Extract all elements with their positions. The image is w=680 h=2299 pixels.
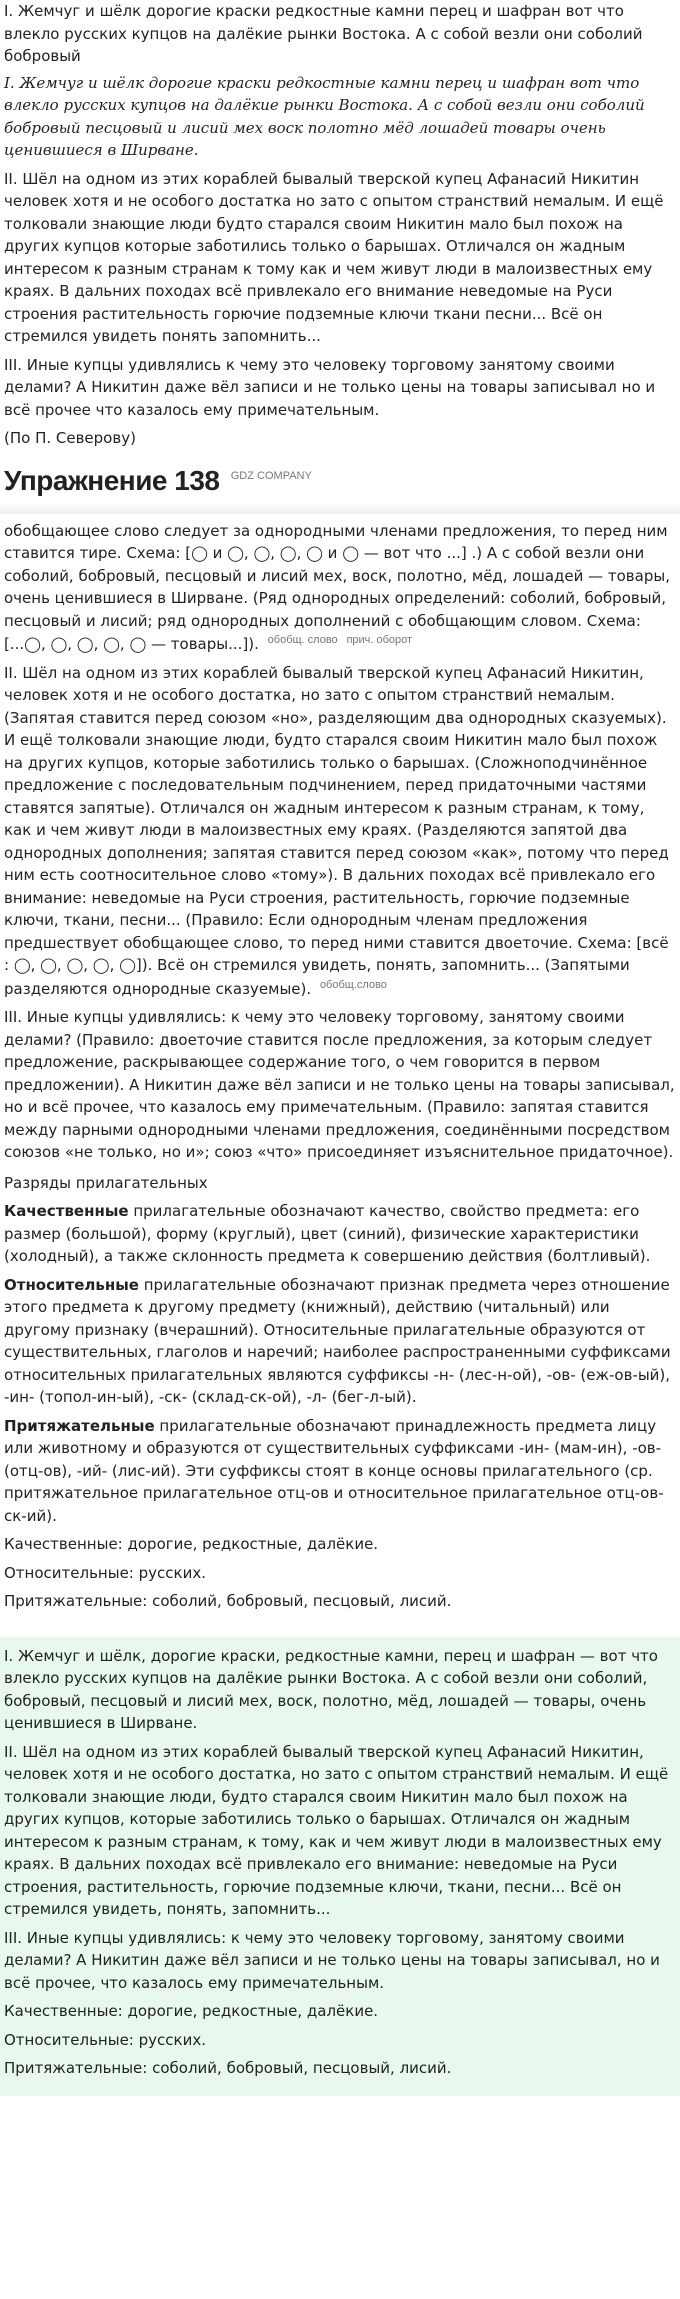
final-paragraph-3: III. Иные купцы удивлялись: к чему это человеку торговому, занятому своими делами? А Никитин даже вёл записи и не только цены на товары записывал, но и всё прочее, что казалось ему примечательным. — [4, 1928, 660, 1992]
answer-relative: Относительные: русских. — [4, 1563, 206, 1582]
theory-qualitative-term: Качественные — [4, 1202, 129, 1220]
analysis-paragraph-1 — [4, 520, 676, 656]
analysis-paragraph-2-text: II. Шёл на одном из этих кораблей бывалый тверской купец Афанасий Никитин, человек хотя и не особого достатка, но зато с опытом странствий немалым. (Запятая ставится перед союзом «но», разделяющим два однородных сказуемых). И ещё толковали знающие люди, будто старался своим Никитин мало был похож на других купцов, которые заботились только о барышах. (Сложноподчинённое предложение с последовательным подчинением, перед придаточными частями ставятся запятые). Отличался он жадным интересом к разным странам, к тому, как и чем живут люди в малоизвестных ему краях. (Разделяются запятой два однородных дополнения; запятая ставится перед союзом «как», потому что перед ним есть соотносительное слово «тому»). В дальних походах всё привлекало его внимание: неведомые на Руси строения, растительность, горючие подземные ключи, ткани, песни... (Правило: Если однородным членам предложения предшествует обобщающее слово, то перед ними ставится двоеточие. Схема: [всё : ◯, ◯, ◯, ◯, ◯]). Всё он стремился увидеть, понять, запомнить... (Запятыми разделяются однородные сказуемые). — [4, 663, 669, 998]
original-attribution: (По П. Северову) — [4, 429, 136, 447]
annotation-obob-2: обобщ.слово — [319, 978, 387, 991]
theory-possessive-text: прилагательные обозначают принадлежность предмета лицу или животному и образуются от существительных суффиксами -ин- (мам-ин), -ов- (отц-ов), -ий- (лис-ий). Эти суффиксы стоят в конце основы прилагательного (ср. притяжательное прилагательное отц-ов и относительное прилагательное отц-ов-ск-ий). — [4, 1416, 664, 1525]
watermark: GDZ COMPANY — [230, 470, 312, 483]
original-paragraph-1: I. Жемчуг и шёлк дорогие краски редкостные камни перец и шафран вот что влекло русских купцов на далёкие рынки Востока. А с собой везли они соболий бобровый песцовый и лисий мех воск полотно мёд лошадей товары очень ценившиеся в Ширване. — [4, 73, 645, 159]
original-text — [0, 0, 680, 450]
annotation-obob-1: обобщ. слово — [267, 634, 338, 646]
exercise-title — [4, 460, 676, 502]
exercise-title-text: Упражнение 138 — [4, 464, 220, 496]
analysis-section — [0, 518, 680, 1629]
theory-relative — [4, 1274, 676, 1409]
theory-qualitative — [4, 1200, 676, 1268]
analysis-paragraph-1-text: обобщающее слово следует за однородными членами предложения, то перед ним ставится тире. Схема: [◯ и ◯, ◯, ◯, ◯ и ◯ — вот что ...] .) А с собой везли они соболий, бобровый, песцовый и лисий мех, воск, полотно, мёд, лошадей — товары, очень ценившиеся в Ширване. (Ряд однородных определений: соболий, бобровый, песцовый и лисий; ряд однородных дополнений с обобщающим словом. Схема: [...◯, ◯, ◯, ◯, ◯ — товары...]). — [4, 521, 670, 653]
theory-qualitative-text: прилагательные обозначают качество, свойство предмета: его размер (большой), форму (круглый), цвет (синий), физические характеристики (холодный), а также склонность предмета к совершению действия (болтливый). — [4, 1202, 651, 1265]
answer-possessive: Притяжательные: соболий, бобровый, песцовый, лисий. — [4, 1592, 452, 1610]
final-paragraph-1: I. Жемчуг и шёлк, дорогие краски, редкостные камни, перец и шафран — вот что влекло русских купцов на далёкие рынки Востока. А с собой везли они соболий, бобровый, песцовый и лисий мех, воск, полотно, мёд, лошадей — товары, очень ценившиеся в Ширване. — [4, 1646, 658, 1732]
original-paragraph-3: III. Иные купцы удивлялись к чему это человеку торговому занятому своими делами? А Никитин даже вёл записи и не только цены на товары записывал но и всё прочее что казалось ему примечательным. — [4, 355, 656, 419]
final-answer-qualitative: Качественные: дорогие, редкостные, далёкие. — [4, 2002, 379, 2020]
theory-possessive-term: Притяжательные — [4, 1416, 155, 1435]
section-divider — [0, 504, 680, 514]
original-line-0: I. Жемчуг и шёлк дорогие краски редкостные камни перец и шафран вот что влекло русских купцов на далёкие рынки Востока. А с собой везли они соболий бобровый — [4, 2, 643, 65]
theory-possessive — [4, 1415, 676, 1528]
theory-relative-term: Относительные — [4, 1275, 139, 1294]
theory-relative-text: прилагательные обозначают признак предмета через отношение этого предмета к другому предмету (книжный), действию (читальный) или другому признаку (вчерашний). Относительные прилагательные образуются от существительных, глаголов и наречий; наиболее распространенными суффиксами относительных прилагательных являются суффиксы -н- (лес-н-ой), -ов- (еж-ов-ый), -ин- (топол-ин-ый), -ск- (склад-ск-ой), -л- (бег-л-ый). — [4, 1275, 671, 1406]
final-answer-possessive: Притяжательные: соболий, бобровый, песцовый, лисий. — [4, 2059, 452, 2077]
final-answer-relative: Относительные: русских. — [4, 2030, 206, 2049]
annotation-prich: прич. оборот — [346, 634, 413, 646]
original-paragraph-2: II. Шёл на одном из этих кораблей бывалый тверской купец Афанасий Никитин человек хотя и не особого достатка но зато с опытом странствий немалым. И ещё толковали знающие люди будто старался своим Никитин мало был похож на других купцов которые заботились только о барышах. Отличался он жадным интересом к разным странам к тому как и чем живут люди в малоизвестных ему краях. В дальних походах всё привлекало его внимание неведомые на Руси строения растительность горючие подземные ключи ткани песни... Всё он стремился увидеть понять запомнить... — [4, 169, 664, 345]
final-answer-block — [0, 1637, 680, 2096]
theory-title: Разряды прилагательных — [4, 1173, 208, 1192]
final-paragraph-2: II. Шёл на одном из этих кораблей бывалый тверской купец Афанасий Никитин, человек хотя и не особого достатка, но зато с опытом странствий немалым. И ещё толковали знающие люди, будто старался своим Никитин мало был похож на других купцов, которые заботились только о барышах. Отличался он жадным интересом к разным странам, к тому, как и чем живут люди в малоизвестных ему краях. В дальних походах всё привлекало его внимание: неведомые на Руси строения, растительность, горючие подземные ключи, ткани, песни... Всё он стремился увидеть, понять, запомнить... — [4, 1742, 669, 1918]
analysis-paragraph-3: III. Иные купцы удивлялись: к чему это человеку торговому, занятому своими делами? (Правило: двоеточие ставится после предложения, за которым следует предложение, раскрывающее содержание того, о чем говорится в первом предложении). А Никитин даже вёл записи и не только цены на товары записывал, но и всё прочее, что казалось ему примечательным. (Правило: запятая ставится между парными однородными членами предложения, соединёнными посредством союзов «не только, но и»; союз «что» присоединяет изъяснительное придаточное). — [4, 1008, 675, 1161]
answer-qualitative: Качественные: дорогие, редкостные, далёкие. — [4, 1535, 379, 1553]
exercise-header — [0, 460, 680, 502]
analysis-paragraph-2 — [4, 662, 676, 1001]
